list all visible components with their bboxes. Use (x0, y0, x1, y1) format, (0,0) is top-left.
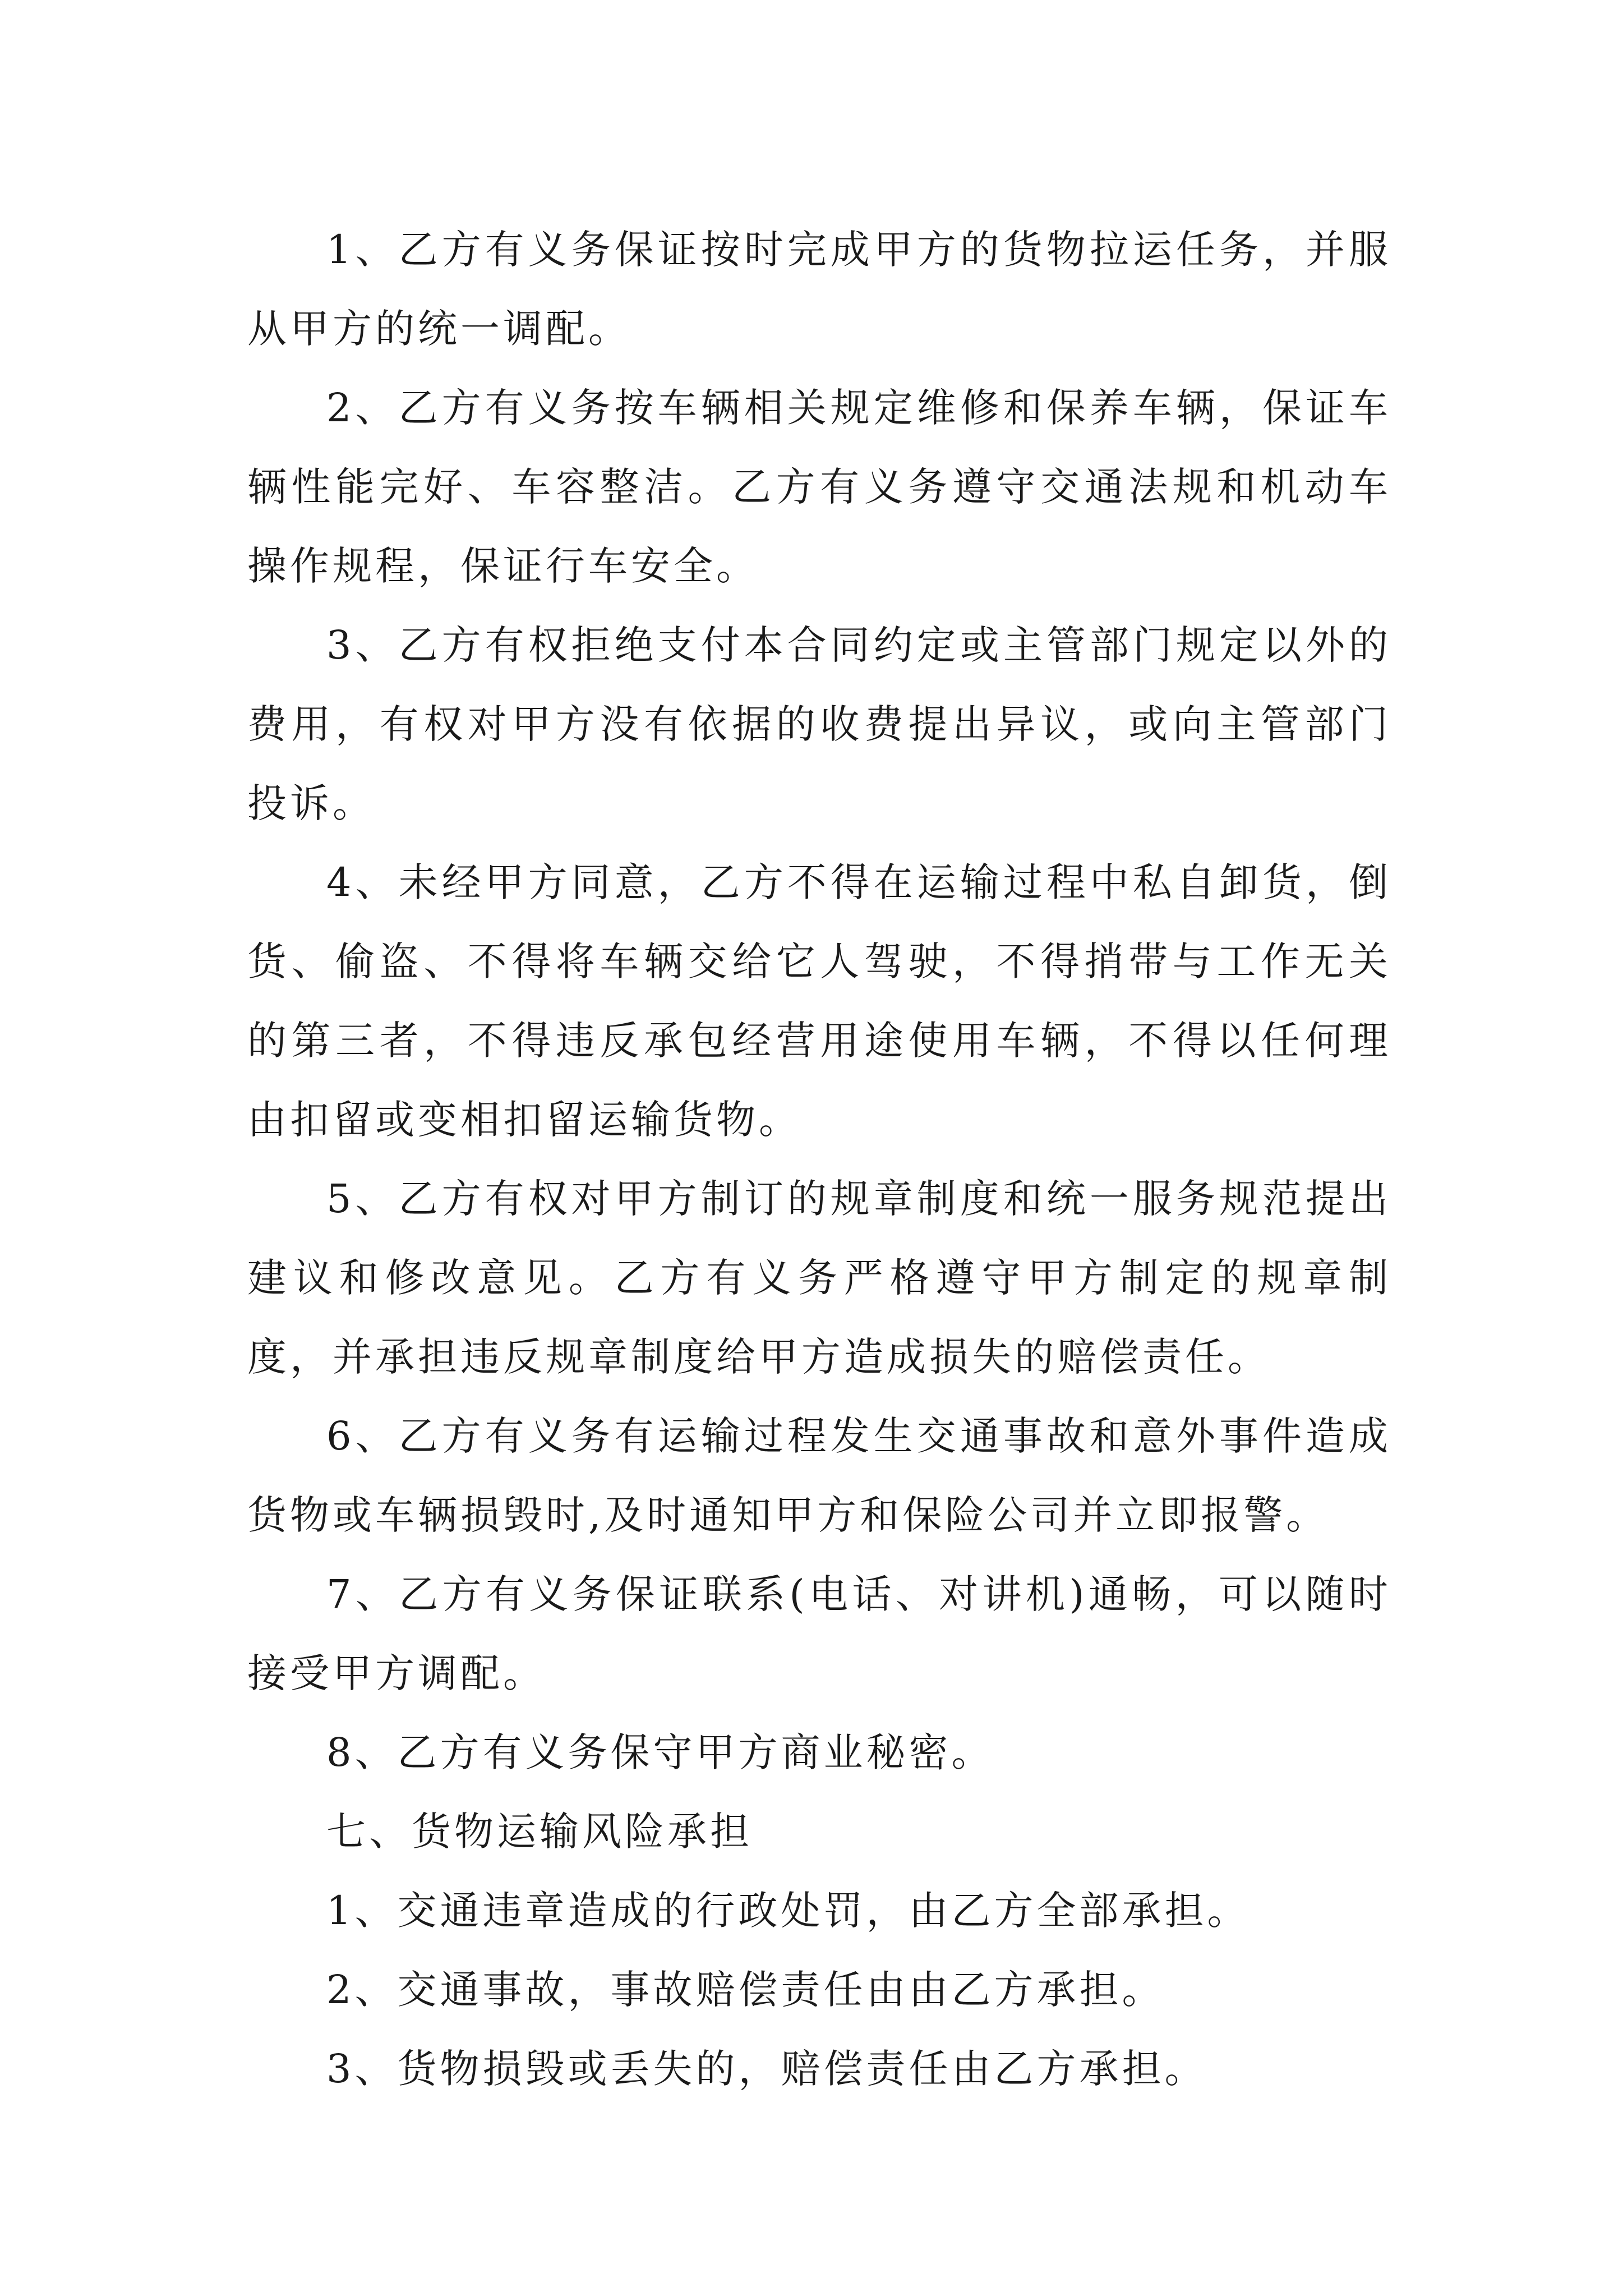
paragraph-risk-3: 3、货物损毁或丢失的，赔偿责任由乙方承担。 (326, 2046, 1207, 2092)
paragraph-obligation-7: 7、乙方有义务保证联系(电话、对讲机)通畅，可以随时接受甲方调配。 (247, 1571, 1391, 1696)
paragraph-obligation-6: 6、乙方有义务有运输过程发生交通事故和意外事件造成货物或车辆损毁时,及时通知甲方和保险公司并立即报警。 (247, 1413, 1391, 1538)
paragraph-risk-1: 1、交通违章造成的行政处罚，由乙方全部承担。 (326, 1888, 1250, 1934)
paragraph-risk-2: 2、交通事故，事故赔偿责任由由乙方承担。 (326, 1967, 1165, 2013)
paragraph-obligation-4: 4、未经甲方同意，乙方不得在运输过程中私自卸货，倒货、偷盗、不得将车辆交给它人驾驶，不得捎带与工作无关的第三者，不得违反承包经营用途使用车辆，不得以任何理由扣留或变相扣留运输货物。 (247, 859, 1391, 1143)
paragraph-obligation-2: 2、乙方有义务按车辆相关规定维修和保养车辆，保证车辆性能完好、车容整洁。乙方有义务遵守交通法规和机动车操作规程，保证行车安全。 (247, 385, 1391, 589)
paragraph-obligation-1: 1、乙方有义务保证按时完成甲方的货物拉运任务，并服从甲方的统一调配。 (247, 227, 1391, 352)
document-body (247, 210, 1391, 2109)
section-heading-risk: 七、货物运输风险承担 (326, 1809, 753, 1855)
paragraph-obligation-8: 8、乙方有义务保守甲方商业秘密。 (326, 1729, 994, 1775)
paragraph-obligation-3: 3、乙方有权拒绝支付本合同约定或主管部门规定以外的费用，有权对甲方没有依据的收费提出异议，或向主管部门投诉。 (247, 622, 1391, 826)
paragraph-obligation-5: 5、乙方有权对甲方制订的规章制度和统一服务规范提出建议和修改意见。乙方有义务严格遵守甲方制定的规章制度，并承担违反规章制度给甲方造成损失的赔偿责任。 (247, 1176, 1391, 1380)
